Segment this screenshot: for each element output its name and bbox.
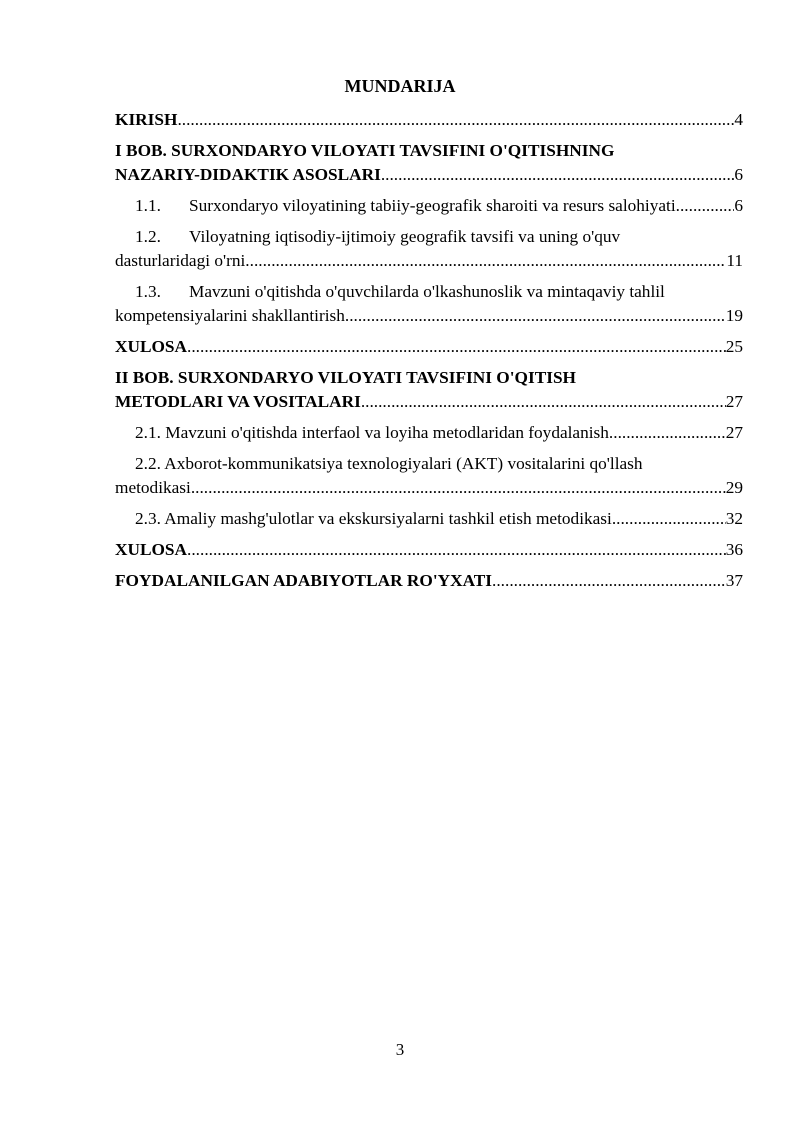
toc-page-number: 27 bbox=[725, 423, 743, 442]
toc-entry-title: Surxondaryo viloyatining tabiiy-geografik sharoiti va resurs salohiyati bbox=[189, 196, 676, 215]
toc-entry-title-line: I BOB. SURXONDARYO VILOYATI TAVSIFINI O'QITISHNING bbox=[115, 141, 615, 160]
toc-page-number: 11 bbox=[726, 251, 743, 270]
section-number: 1.3. bbox=[135, 282, 161, 301]
toc-entry-section-2-2[interactable] bbox=[115, 452, 743, 500]
table-of-contents bbox=[115, 108, 743, 600]
leader-dots bbox=[676, 194, 735, 218]
toc-entry-section-1-1[interactable] bbox=[115, 194, 743, 218]
toc-entry-section-2-1[interactable] bbox=[115, 421, 743, 445]
toc-page-number: 29 bbox=[725, 478, 743, 497]
toc-entry-title: kompetensiyalarini shakllantirish bbox=[115, 306, 345, 325]
leader-dots bbox=[187, 335, 726, 359]
toc-entry-title-line: II BOB. SURXONDARYO VILOYATI TAVSIFINI O'QITISH bbox=[115, 368, 576, 387]
toc-page-number: 32 bbox=[725, 509, 743, 528]
leader-dots bbox=[177, 108, 734, 132]
toc-entry-title: dasturlaridagi o'rni bbox=[115, 251, 246, 270]
toc-entry-chapter-2[interactable] bbox=[115, 366, 743, 414]
toc-entry-title: XULOSA bbox=[115, 540, 188, 559]
leader-dots bbox=[187, 538, 726, 562]
toc-page-number: 27 bbox=[725, 392, 743, 411]
toc-entry-section-1-3[interactable] bbox=[115, 280, 743, 328]
toc-entry-title: XULOSA bbox=[115, 337, 188, 356]
page-title: MUNDARIJA bbox=[344, 76, 456, 96]
toc-page-number: 19 bbox=[725, 306, 743, 325]
toc-entry-kirish[interactable] bbox=[115, 108, 743, 132]
section-number: 1.2. bbox=[135, 227, 161, 246]
section-number: 1.1. bbox=[135, 196, 161, 215]
leader-dots bbox=[609, 421, 726, 445]
toc-entry-title: 2.3. Amaliy mashg'ulotlar va ekskursiyalarni tashkil etish metodikasi bbox=[135, 509, 612, 528]
toc-page-number: 6 bbox=[734, 165, 743, 184]
toc-entry-title-line: Viloyatning iqtisodiy-ijtimoiy geografik tavsifi va uning o'quv bbox=[189, 227, 621, 246]
toc-entry-title: metodikasi bbox=[115, 478, 191, 497]
toc-entry-xulosa-1[interactable] bbox=[115, 335, 743, 359]
leader-dots bbox=[361, 390, 726, 414]
toc-entry-xulosa-2[interactable] bbox=[115, 538, 743, 562]
leader-dots bbox=[612, 507, 726, 531]
toc-entry-title: KIRISH bbox=[115, 110, 178, 129]
toc-entry-title-line: 2.2. Axborot-kommunikatsiya texnologiyalari (AKT) vositalarini qo'llash bbox=[135, 454, 643, 473]
toc-page-number: 36 bbox=[725, 540, 743, 559]
toc-page-number: 25 bbox=[725, 337, 743, 356]
toc-page-number: 37 bbox=[725, 571, 743, 590]
toc-entry-title: 2.1. Mavzuni o'qitishda interfaol va loyiha metodlaridan foydalanish bbox=[135, 423, 609, 442]
page-number: 3 bbox=[395, 1040, 405, 1059]
toc-page-number: 6 bbox=[734, 196, 743, 215]
leader-dots bbox=[191, 476, 726, 500]
toc-entry-title: METODLARI VA VOSITALARI bbox=[115, 392, 361, 411]
toc-entry-references[interactable] bbox=[115, 569, 743, 593]
leader-dots bbox=[381, 163, 735, 187]
toc-entry-title: FOYDALANILGAN ADABIYOTLAR RO'YXATI bbox=[115, 571, 493, 590]
toc-entry-section-2-3[interactable] bbox=[115, 507, 743, 531]
toc-entry-title-line: Mavzuni o'qitishda o'quvchilarda o'lkashunoslik va mintaqaviy tahlil bbox=[189, 282, 665, 301]
leader-dots bbox=[245, 249, 726, 273]
toc-entry-section-1-2[interactable] bbox=[115, 225, 743, 273]
toc-entry-chapter-1[interactable] bbox=[115, 139, 743, 187]
leader-dots bbox=[345, 304, 726, 328]
toc-entry-title: NAZARIY-DIDAKTIK ASOSLARI bbox=[115, 165, 381, 184]
leader-dots bbox=[492, 569, 726, 593]
toc-page-number: 4 bbox=[734, 110, 743, 129]
